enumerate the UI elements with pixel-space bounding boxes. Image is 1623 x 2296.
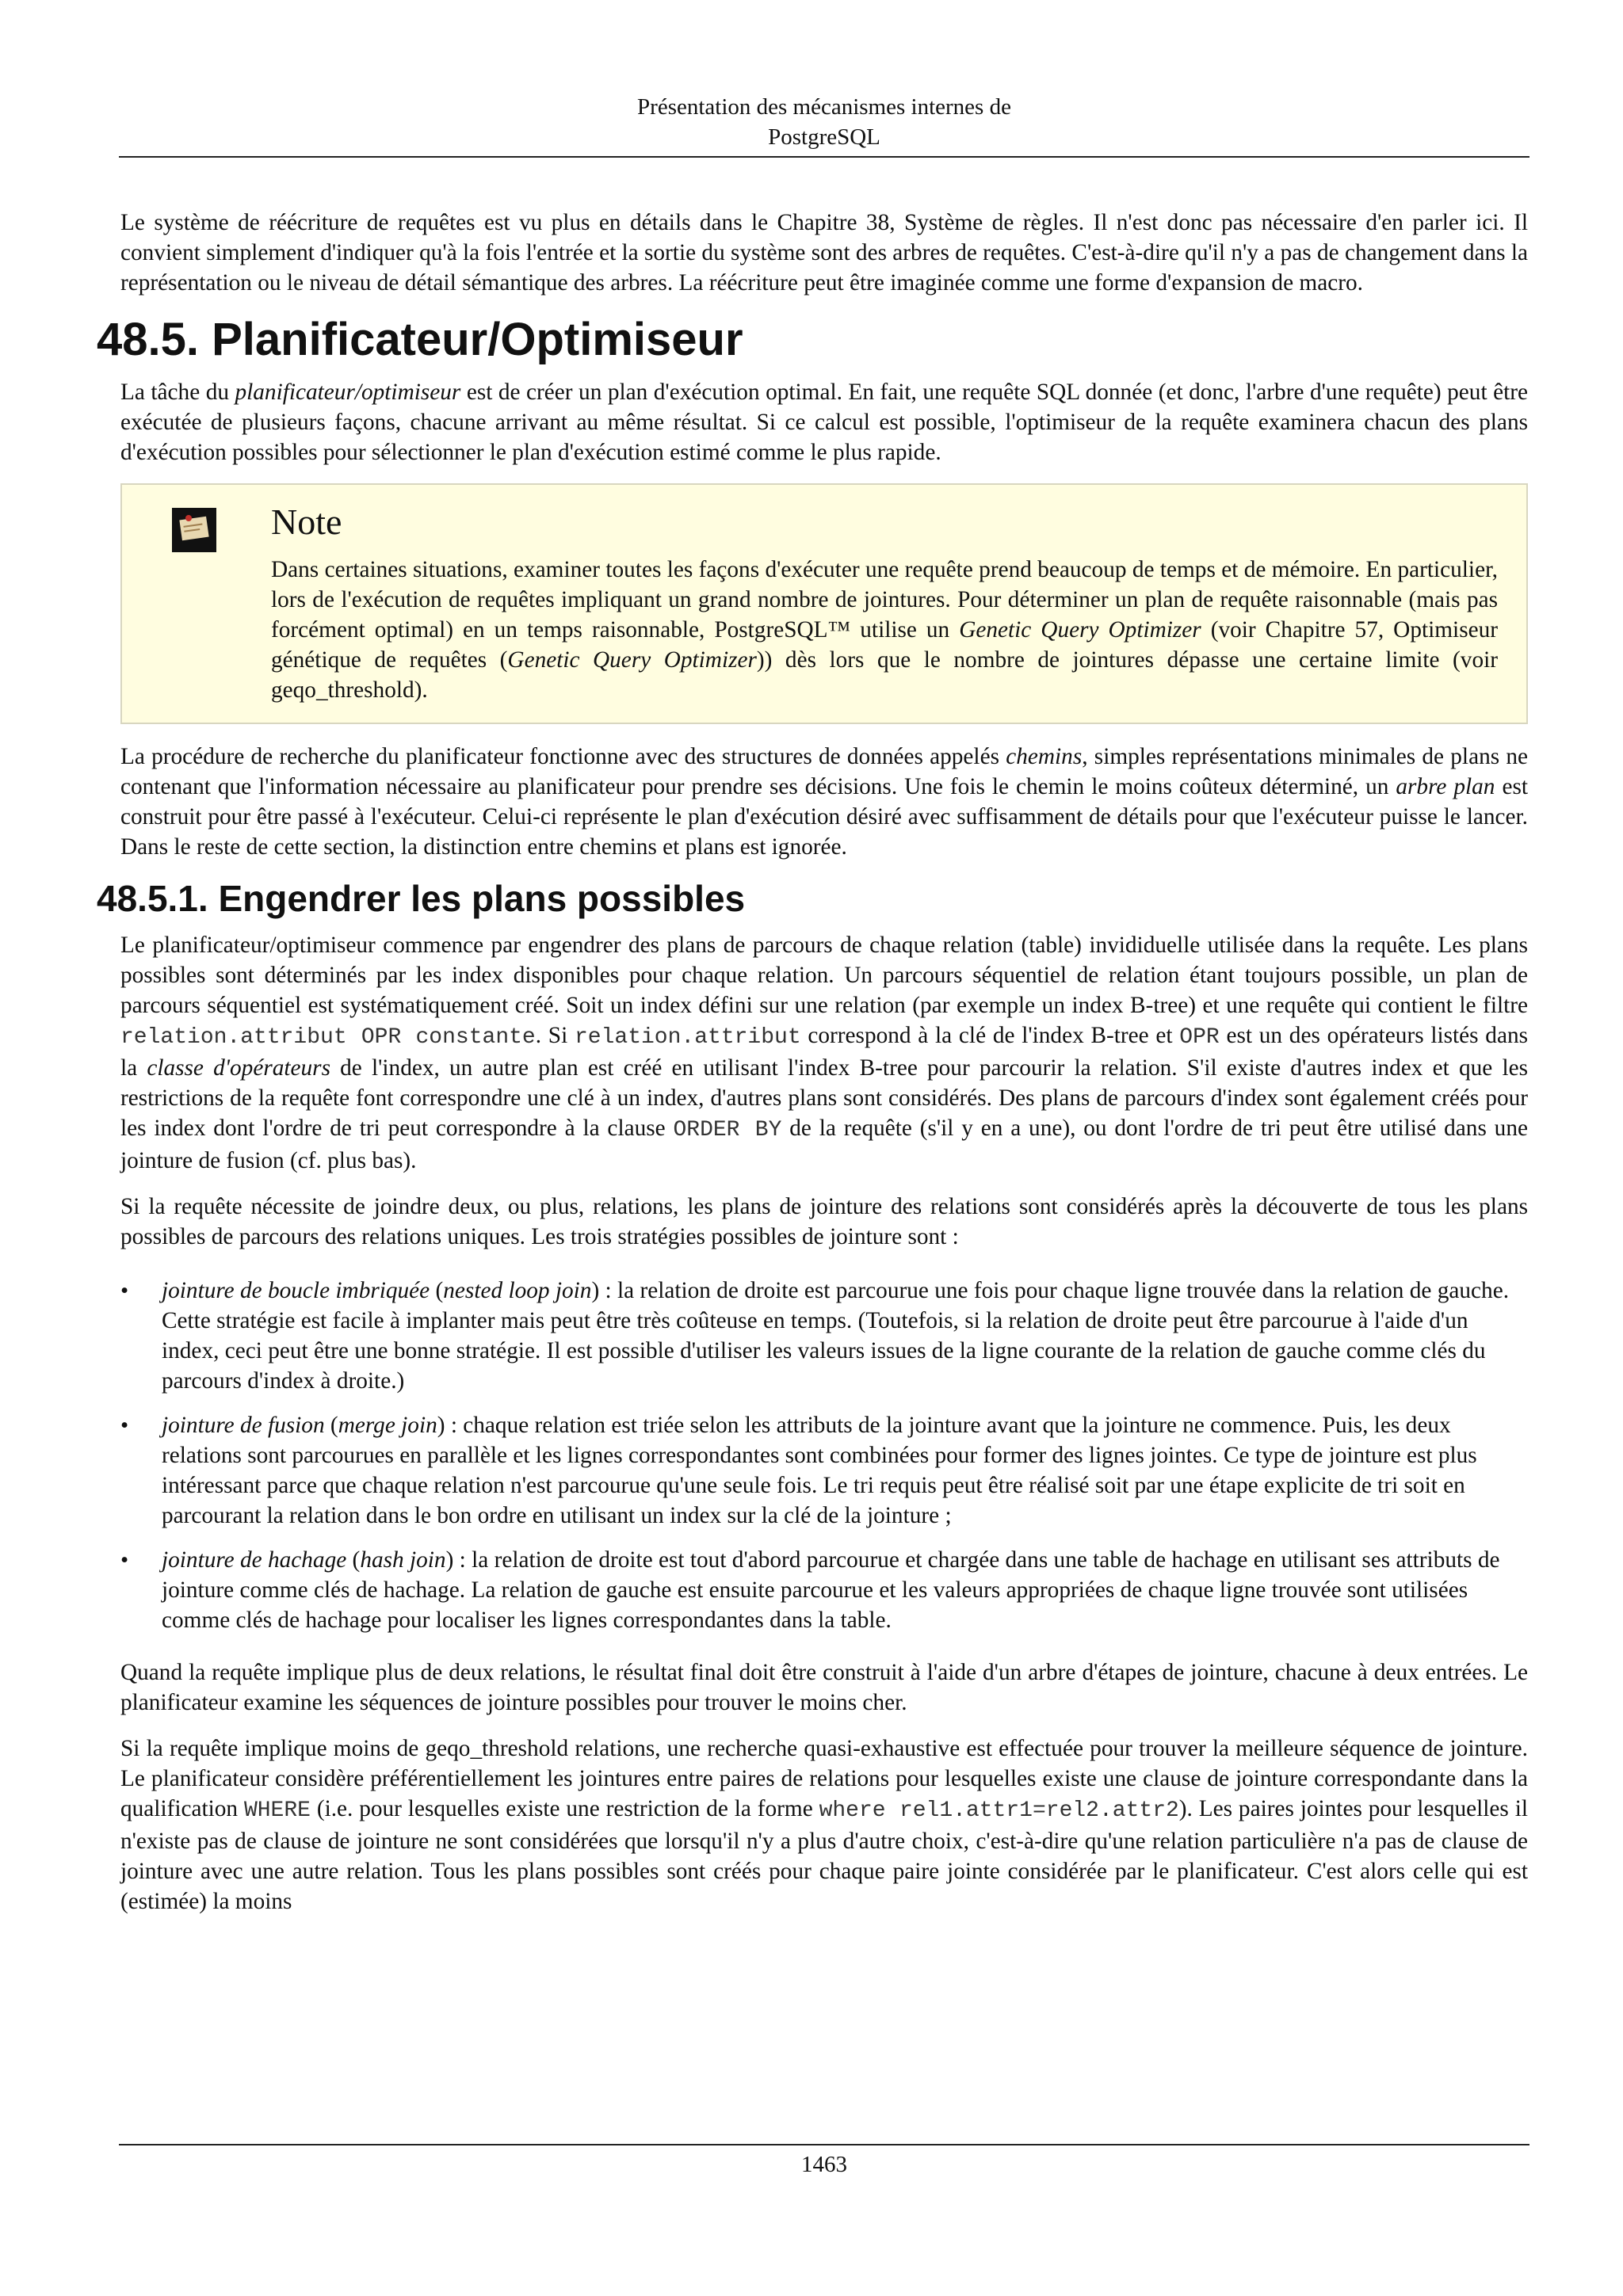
note-icon: [171, 507, 217, 553]
text-run: est de créer un plan d'exécution optimal. En fait, une requête SQL donnée (et donc, l'arbre d'une requête) peut être exécutée de plusieurs façons, chacune arrivant au même résultat. Si ce calcul est possible, l'optimiseur de la requête examinera chacun des plans d'exécution possibles pour sélectionner le plan d'exécution estimé comme le plus rapide.: [120, 379, 1528, 465]
text-run: , simples représentations minimales de plans ne contenant que l'information nécessaire au planificateur pour prendre ses décisions. Une fois le chemin le moins coûteux déterminé, un: [120, 744, 1528, 799]
code-order-by: ORDER BY: [673, 1118, 782, 1142]
join-term: jointure de hachage: [162, 1547, 347, 1573]
paths-paragraph: [120, 742, 1528, 862]
text-run: (voir Chapitre 57, Optimiseur génétique de requêtes (: [271, 617, 1499, 673]
text-run: . Si: [535, 1023, 575, 1048]
code-opr: OPR: [1179, 1025, 1220, 1050]
note-box: [120, 483, 1528, 724]
subsection-paragraph-3: Quand la requête implique plus de deux relations, le résultat final doit être construit à l'aide d'un arbre d'étapes de jointure, chacune à deux entrées. Le planificateur examine les séquences de jointure possibles pour trouver le moins cher.: [120, 1660, 1528, 1715]
emphasis: planificateur/optimiseur: [235, 379, 461, 405]
page-content: [97, 208, 1529, 1917]
bullet: •: [120, 1278, 129, 1303]
text-run: )) dès lors que le nombre de jointures dépasse une certaine limite (voir geqo_threshold).: [271, 647, 1498, 703]
join-term: jointure de fusion: [162, 1413, 325, 1438]
intro-paragraph: Le système de réécriture de requêtes est vu plus en détails dans le Chapitre 38, Système de règles. Il n'est donc pas nécessaire d'en parler ici. Il convient simplement d'indiquer qu'à la fois l'entrée et la sortie du système sont des arbres de requêtes. C'est-à-dire qu'il n'y a pas de changement dans la représentation ou le niveau de détail sémantique des arbres. La réécriture peut être imaginée comme une forme d'expansion de macro.: [120, 210, 1528, 296]
list-item: [120, 1410, 1528, 1531]
emphasis: arbre plan: [1396, 774, 1495, 799]
text-run: (: [324, 1413, 338, 1438]
text-run: est construit pour être passé à l'exécuteur. Celui-ci représente le plan d'exécution désiré avec suffisamment de détails pour que l'exécuteur puisse le lancer. Dans le reste de cette section, la distinction entre chemins et plans est ignorée.: [120, 774, 1528, 860]
text-run: Dans certaines situations, examiner toutes les façons d'exécuter une requête prend beaucoup de temps et de mémoire. En particulier, lors de l'exécution de requêtes impliquant un grand nombre de jointures. Pour déterminer un plan de requête raisonnable (mais pas forcément optimal) en un temps raisonnable, PostgreSQL™ utilise un: [271, 557, 1498, 643]
note-content: [271, 498, 1498, 705]
emphasis: classe d'opérateurs: [147, 1055, 330, 1081]
code-where: WHERE: [243, 1798, 311, 1823]
subsection-paragraph-2: Si la requête nécessite de joindre deux, ou plus, relations, les plans de jointure des relations sont considérés après la découverte de tous les plans possibles de parcours des relations uniques. Les trois stratégies possibles de jointure sont :: [120, 1194, 1528, 1249]
section-title: 48.5. Planificateur/Optimiseur: [97, 314, 743, 365]
note-paragraph: [271, 555, 1498, 705]
running-header-line2: PostgreSQL: [768, 124, 880, 150]
text-run: (: [346, 1547, 361, 1573]
join-english-term: merge join: [338, 1413, 437, 1438]
emphasis: chemins: [1006, 744, 1083, 769]
text-run: ) : la relation de droite est parcourue une fois pour chaque ligne trouvée dans la relation de gauche. Cette stratégie est facile à implanter mais peut être très coûteuse en temps. (Toutefois, si la relation de droite peut être parcourue à l'aide d'un index, ceci peut être une bonne stratégie. Il est possible d'utiliser les valeurs issues de la ligne courante de la relation de gauche comme clés du parcours d'index à droite.): [162, 1278, 1510, 1394]
list-item: [120, 1276, 1528, 1396]
bullet: •: [120, 1413, 129, 1438]
text-run: Le planificateur/optimiseur commence par engendrer des plans de parcours de chaque relation (table) invididuelle utilisée dans la requête. Les plans possibles sont déterminés par les index disponibles pour chaque relation. Un parcours séquentiel de relation étant toujours possible, un plan de parcours séquentiel est systématiquement créé. Soit un index défini sur une relation (par exemple un index B-tree) et une requête qui contient le filtre: [120, 933, 1528, 1018]
code-where-clause: where rel1.attr1=rel2.attr2: [819, 1798, 1179, 1823]
text-run: (: [430, 1278, 444, 1303]
emphasis: Genetic Query Optimizer: [959, 617, 1201, 643]
section-paragraph: [120, 377, 1528, 467]
text-run: correspond à la clé de l'index B-tree et: [800, 1023, 1180, 1048]
join-term: jointure de boucle imbriquée: [162, 1278, 430, 1303]
running-header-line1: Présentation des mécanismes internes de: [637, 94, 1011, 120]
text-run: Si la requête implique moins de geqo_threshold relations, une recherche quasi-exhaustive est effectuée pour trouver la meilleure séquence de jointure. Le planificateur considère préférentiellement les jointures entre paires de relations pour lesquelles existe une clause de jointure correspondante dans la qualification: [120, 1736, 1528, 1821]
list-item: [120, 1545, 1528, 1635]
subsection-title: 48.5.1. Engendrer les plans possibles: [97, 878, 746, 919]
list-item-text: [162, 1410, 1528, 1531]
text-run: ) : la relation de droite est tout d'abord parcourue et chargée dans une table de hachage en utilisant ses attributs de jointure comme clés de hachage. La relation de gauche est ensuite parcourue et les valeurs appropriées de chaque ligne trouvée sont utilisées comme clés de hachage pour localiser les lignes correspondantes dans la table.: [162, 1547, 1500, 1633]
text-run: ). Les paires jointes pour lesquelles il n'existe pas de clause de jointure ne sont considérées que lorsqu'il n'y a plus d'autre choix, c'est-à-dire qu'une relation particulière n'a pas de clause de jointure avec une autre relation. Tous les plans possibles sont créés pour chaque paire jointe considérée par le planificateur. C'est alors celle qui est (estimée) la moins: [120, 1796, 1528, 1914]
join-english-term: hash join: [360, 1547, 446, 1573]
code-filter: relation.attribut OPR constante: [120, 1025, 536, 1050]
text-run: (i.e. pour lesquelles existe une restriction de la forme: [310, 1796, 819, 1821]
page-number: 1463: [801, 2152, 847, 2177]
note-title: Note: [271, 502, 342, 542]
join-english-term: nested loop join: [443, 1278, 592, 1303]
text-run: de l'index, un autre plan est créé en utilisant l'index B-tree pour parcourir la relation. S'il existe d'autres index et que les restrictions de la requête font correspondre une clé à un index, d'autres plans sont considérés. Des plans de parcours d'index sont également créés pour les index dont l'ordre de tri peut correspondre à la clause: [120, 1055, 1528, 1141]
text-run: ) : chaque relation est triée selon les attributs de la jointure avant que la jointure ne commence. Puis, les deux relations sont parcourues en parallèle et les lignes correspondantes sont combinées pour former des lignes jointes. Ce type de jointure est plus intéressant parce que chaque relation n'est parcourue qu'une seule fois. Le tri requis peut être réalisé soit par une étape explicite de tri soit en parcourant la relation dans le bon ordre en utilisant un index sur la clé de la jointure ;: [162, 1413, 1477, 1528]
bullet: •: [120, 1547, 129, 1573]
text-run: est un des opérateurs listés dans la: [120, 1023, 1529, 1081]
running-header: [119, 92, 1529, 152]
list-item-text: [162, 1545, 1528, 1635]
emphasis: Genetic Query Optimizer: [507, 647, 757, 673]
list-item-text: [162, 1276, 1528, 1396]
text-run: La procédure de recherche du planificateur fonctionne avec des structures de données appelés: [120, 744, 1006, 769]
text-run: La tâche du: [120, 379, 235, 405]
header-rule: [119, 156, 1529, 158]
footer-rule: [119, 2144, 1529, 2145]
subsection-paragraph-1: [120, 930, 1528, 1176]
code-attribute: relation.attribut: [574, 1025, 801, 1050]
text-run: de la requête (s'il y en a une), ou dont l'ordre de tri peut être utilisé dans une jointure de fusion (cf. plus bas).: [120, 1116, 1528, 1173]
join-strategy-list: [120, 1276, 1528, 1635]
subsection-paragraph-4: [120, 1733, 1528, 1917]
